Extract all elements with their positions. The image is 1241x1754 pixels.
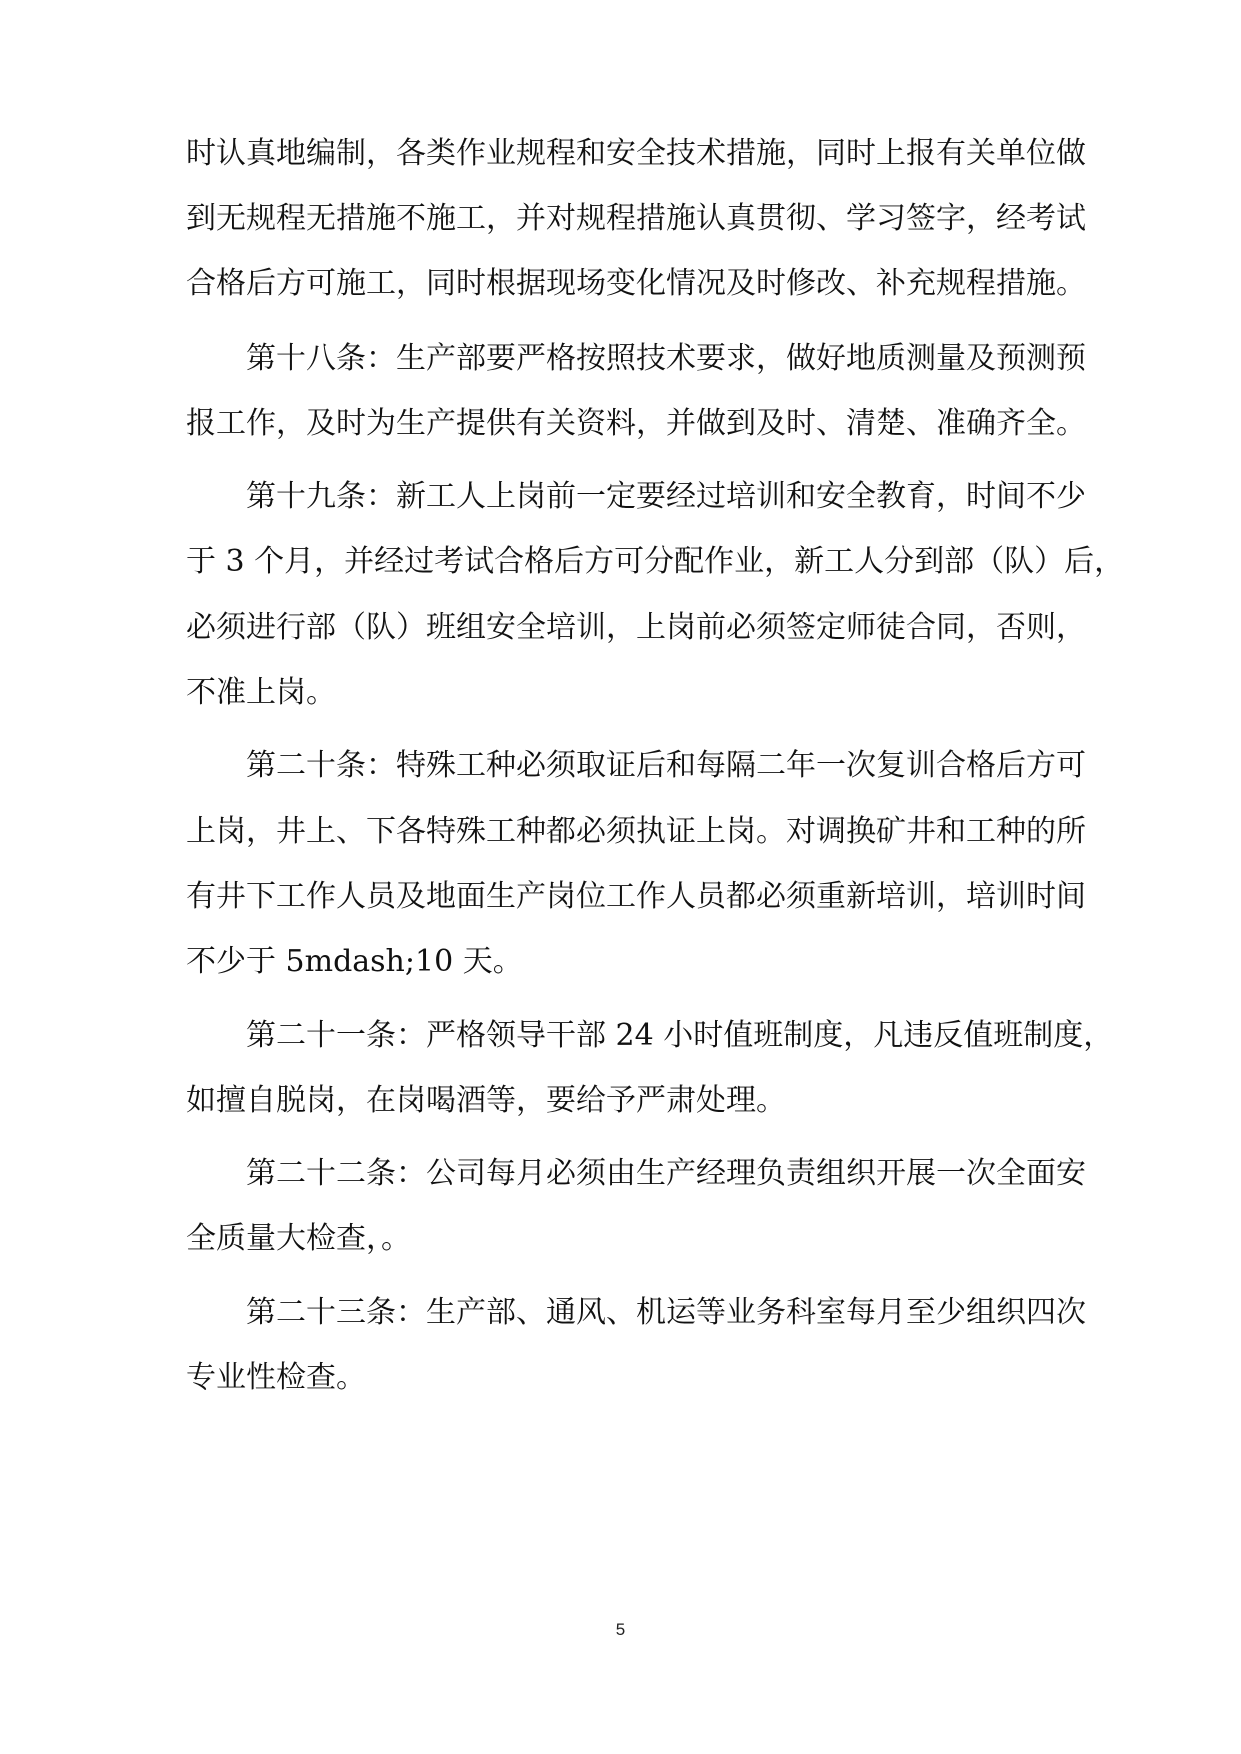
text-line: 上岗，井上、下各特殊工种都必须执证上岗。对调换矿井和工种的所: [186, 814, 1086, 849]
paragraph-18-line: 第十八条：生产部要严格按照技术要求，做好地质测量及预测预: [186, 341, 1086, 376]
paragraph-23-line: 第二十三条：生产部、通风、机运等业务科室每月至少组织四次: [186, 1295, 1086, 1330]
text-line: 全质量大检查，。: [186, 1221, 411, 1256]
text-line: 必须进行部（队）班组安全培训，上岗前必须签定师徒合同，否则，: [186, 610, 1086, 645]
text-line: 于 3 个月，并经过考试合格后方可分配作业，新工人分到部（队）后，: [186, 544, 1125, 579]
paragraph-21-line: 第二十一条：严格领导干部 24 小时值班制度，凡违反值班制度，: [186, 1018, 1114, 1053]
text-line: 到无规程无措施不施工，并对规程措施认真贯彻、学习签字，经考试: [186, 201, 1086, 236]
paragraph-22-line: 第二十二条：公司每月必须由生产经理负责组织开展一次全面安: [186, 1156, 1086, 1191]
text-line: 不准上岗。: [186, 675, 336, 710]
text-line: 专业性检查。: [186, 1360, 366, 1395]
text-line: 合格后方可施工，同时根据现场变化情况及时修改、补充规程措施。: [186, 266, 1086, 301]
text-line: 有井下工作人员及地面生产岗位工作人员都必须重新培训，培训时间: [186, 879, 1086, 914]
paragraph-19-line: 第十九条：新工人上岗前一定要经过培训和安全教育，时间不少: [186, 479, 1086, 514]
text-line: 时认真地编制，各类作业规程和安全技术措施，同时上报有关单位做: [186, 136, 1086, 171]
text-line: 不少于 5mdash;10 天。: [186, 944, 523, 979]
text-line: 报工作，及时为生产提供有关资料，并做到及时、清楚、准确齐全。: [186, 406, 1086, 441]
paragraph-20-line: 第二十条：特殊工种必须取证后和每隔二年一次复训合格后方可: [186, 748, 1086, 783]
page-number: 5: [615, 1620, 626, 1639]
text-line: 如擅自脱岗，在岗喝酒等，要给予严肃处理。: [186, 1083, 786, 1118]
